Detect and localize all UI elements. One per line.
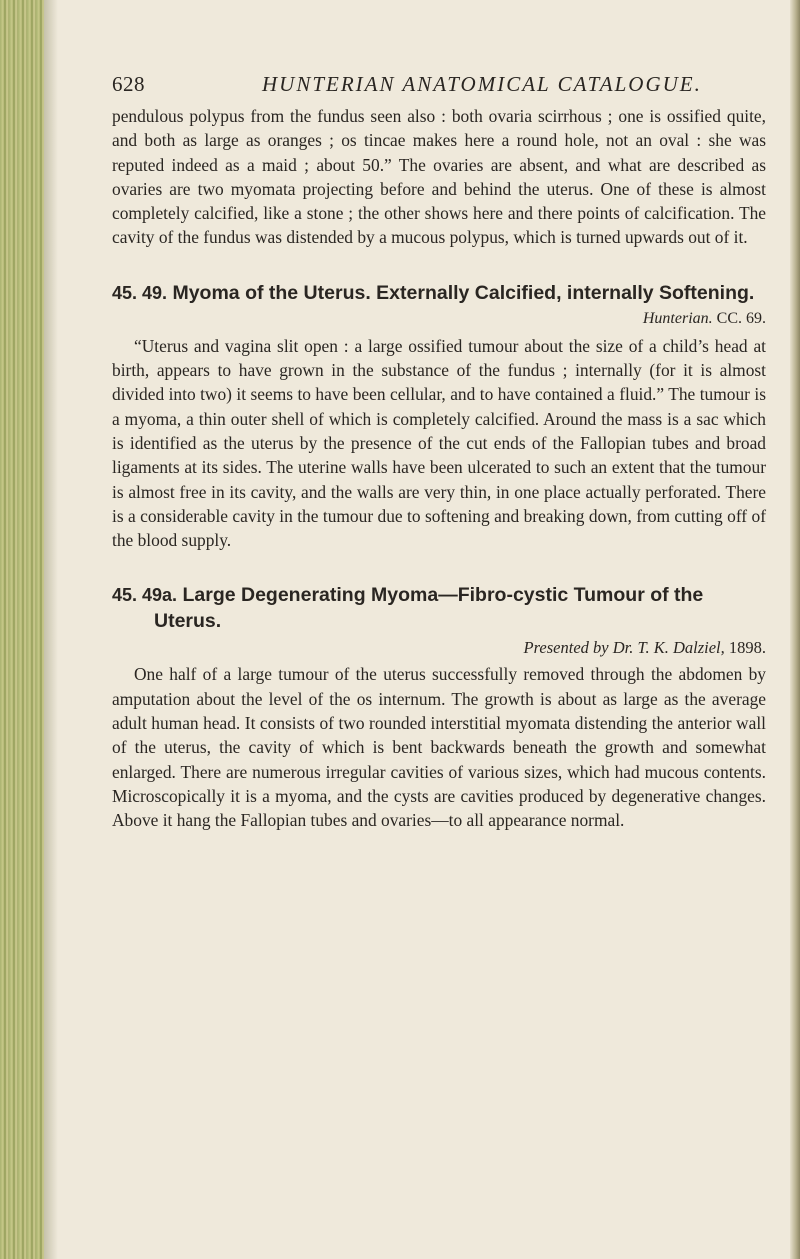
catalogue-entry-45-49 xyxy=(112,280,766,553)
running-title: HUNTERIAN ANATOMICAL CATALOGUE. xyxy=(262,72,702,96)
running-head xyxy=(112,72,766,104)
entry-title: Large Degenerating Myoma—Fibro-cystic Tumour of the Uterus. xyxy=(154,584,704,633)
entry-number: 45. 49. xyxy=(112,282,168,303)
entry-heading xyxy=(112,280,766,332)
entry-title: Myoma of the Uterus. Externally Calcified, internally Softening. xyxy=(172,281,755,304)
entry-body: One half of a large tumour of the uterus successfully removed through the abdomen by amputation about the level of the os internum. The growth is about as large as the average adult human head. It consists of two rounded interstitial myomata distending the anterior wall of the uterus, the cavity of which is bent backwards beneath the growth and somewhat enlarged. There are numerous irregular cavities of various sizes, which had mucous contents. Microscopically it is a myoma, and the cysts are cavities produced by degenerative changes. Above it hang the Fallopian tubes and ovaries—to all appearance normal. xyxy=(112,664,766,831)
page-number: 628 xyxy=(112,72,145,96)
binding-gutter xyxy=(0,0,44,1259)
catalogue-entry-45-49a xyxy=(112,582,766,832)
intro-paragraph: pendulous polypus from the fundus seen also : both ovaria scirrhous ; one is ossified quite, and both as large as oranges ; os tincae makes here a round hole, not an oval : she was reputed indeed as a maid ; about 50.” The ovaries are absent, and what are described as ovaries are two myomata projecting before and behind the uterus. One of these is almost completely calcified, like a stone ; the other shows here and there points of calcification. The cavity of the fundus was distended by a mucous polypus, which is turned upwards out of it. xyxy=(112,106,766,248)
presented-by: Presented by Dr. T. K. Dalziel, xyxy=(523,638,725,658)
source-name: Hunterian. xyxy=(642,309,713,327)
presented-by-line xyxy=(112,636,766,660)
page-edge xyxy=(790,0,800,1259)
entry-source xyxy=(642,306,766,332)
entry-number: 45. 49a. xyxy=(112,585,178,606)
book-page xyxy=(112,72,766,833)
presented-year: 1898. xyxy=(728,638,766,658)
source-ref: CC. 69. xyxy=(716,309,766,327)
entry-heading xyxy=(112,582,766,634)
entry-body: “Uterus and vagina slit open : a large ossified tumour about the size of a child’s head at birth, appears to have grown in the substance of the fundus ; internally (for it is almost divided into two) it seems to have been cellular, and to have contained a fluid.” The tumour is a myoma, a thin outer shell of which is completely calcified. Around the mass is a sac which is identified as the uterus by the presence of the cut ends of the Fallopian tubes and broad ligaments at its sides. The uterine walls have been ulcerated to such an extent that the tumour is almost free in its cavity, and the walls are very thin, in one place actually perforated. There is a considerable cavity in the tumour due to softening and breaking down, from cutting off of the blood supply. xyxy=(112,335,766,551)
